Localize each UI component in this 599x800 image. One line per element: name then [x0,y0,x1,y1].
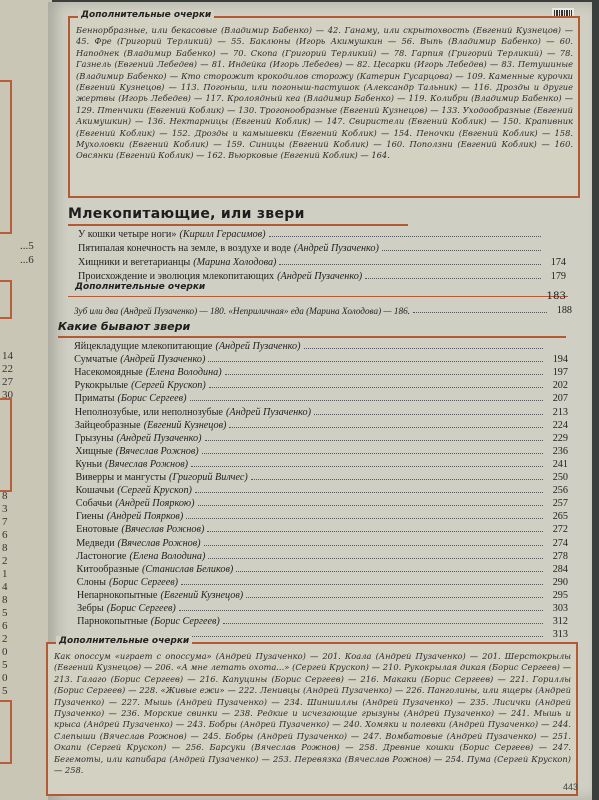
toc-entry[interactable] [77,600,568,614]
toc-entry[interactable] [78,254,566,268]
toc-entry[interactable] [76,495,568,509]
page-number: 443 [562,782,578,792]
additional-essays-text: Как опоссум «играет с опоссума» (Андрей Пузаченко) — 201. Коала (Андрей Пузаченко) — 201. Шерстокрылы (Евгений Кузнецов) — 206. «А мне летать охота...» (Сергей Крускоп) — 210. Рукокрылая дикая (Борис Сергеев) — 213. Галаго (Борис Сергеев) — 216. Капуцины (Борис Сергеев) — 216. Макаки (Борис Сергеев) — 221. Гориллы (Борис Сергеев) — 228. «Живые ежи» — 222. Ленивцы (Андрей Пузаченко) — 226. Панголины, или ящеры (Андрей Пузаченко) — 227. Мышь (Андрей Пузаченко) — 234. Шиншиллы (Андрей Пузаченко) — 235. Лисички (Андрей Пузаченко) — 236. Морские свинки — 238. Редкие и исчезающие грызуны (Андрей Пузаченко) — 241. Мышь и крыса (Андрей Пузаченко) — 243. Бобры (Андрей Пузаченко) — 240. Хомяки и полевки (Андрей Пузаченко) — 244. Слепыши (Вячеслав Рожнов) — 245. Бобры (Андрей Пузаченко) — 247. Вомбатовые (Андрей Пузаченко) — 251. Окапи (Сергей Крускоп) — 256. Барсуки (Вячеслав Рожнов) — 258. Древние кошки (Борис Сергеев) — 247. Бегемоты, или капибара (Андрей Пузаченко) — 253. Перевязка (Вячеслав Рожнов) — 254. Пума (Сергей Крускоп) — 258. [54,651,571,776]
toc-entry[interactable] [77,587,568,601]
toc-entry-title: Яйцекладущие млекопитающие [74,341,213,352]
toc-entry-author: (Сергей Крускоп) [117,485,192,497]
toc-entry-author: (Андрей Пузаченко) [225,406,312,418]
toc-entry[interactable] [76,482,568,496]
toc-entry-page: 207 [552,393,568,405]
toc-leader [246,597,543,598]
adjacent-page-fragment: 8 [2,490,8,502]
book-page [48,2,592,800]
adjacent-page-fragment: ...6 [20,254,34,266]
toc-entry-page: 224 [552,419,568,431]
toc-entry-page: 202 [552,380,568,392]
adjacent-page-fragment: 6 [2,620,8,632]
toc-entry-author: (Вячеслав Рожнов) [121,524,205,536]
additional-essays-text: Беннорбразные, или бекасовые (Владимир Бабенко) — 42. Ганаму, или скрытохвость (Евгений Кузнецов) — 45. Фре (Григорий Терликий) — 55. Баклюны (Игорь Акимушкин — 56. Выпь (Владимир Бабенко) — 60. Наподнек (Владимир Бабенко) — 70. Скопа (Григорий Терликий) — 78. Гарпия (Григорий Терликий) — 78. Газнель (Евгений Лебедев) — 81. Индейка (Игорь Лебедев) — 82. Цесарки (Игорь Лебедев) — 83. Петушиные (Владимир Бабенко) — Кто сторожит крокодилов сторожу (Катерин Гусарцова) — 109. Каменные курочки (Евгений Кузнецов) — 113. Погоныш, или погоныш-пастушок (Александр Тальник) — 116. Дрозды и другие жертвы (Игорь Лебедев) — 117. Кролоядный кеа (Владимир Бабенко) — 119. Колибри (Владимир Бабенко) — 129. Птенчики (Евгений Коблик) — 130. Трогонообразные (Евгений Кузнецов) — 133. Уходообразные (Евгений Акимушкин) — 136. Нектарницы (Евгений Коблик) — 147. Свиристели (Евгений Коблик) — 150. Крапивник (Евгений Коблик) — 152. Дрозды и камышевки (Евгений Коблик) — 154. Пеночки (Евгений Коблик) — 158. Мухоловки (Евгений Коблик) — 159. Синицы (Евгений Коблик) — 160. Поползни (Евгений Коблик) — 160. Овсянки (Евгений Коблик) — 162. Вьюрковые (Евгений Коблик) — 164. [76,25,573,161]
toc-entry-page: 278 [552,550,568,562]
additional-essays-title: Дополнительные очерки [56,636,192,646]
adjacent-page-fragment: 2 [2,633,8,645]
toc-entry-page: 236 [552,445,568,457]
toc-entry-title: Кошачьи [75,485,115,497]
toc-entry-title: Приматы [74,393,115,405]
toc-leader [236,571,543,572]
toc-entry-page: 284 [552,563,568,575]
toc-entry-author: (Вячеслав Рожнов) [105,458,189,470]
additional-essays-box-mammals [46,642,578,796]
adjacent-page-fragment: 0 [2,646,8,658]
adjacent-page-fragment: 4 [2,581,8,593]
toc-entry-page: 313 [552,629,568,641]
toc-entry-author: (Вячеслав Рожнов) [117,537,201,549]
toc-entry-author: (Станислав Беликов) [141,563,234,575]
toc-entry-author: (Андрей Пузаченко) [116,432,202,444]
adjacent-page-fragment: 22 [2,363,13,375]
adjacent-page-fragment: 0 [2,672,8,684]
adjacent-page-box [0,700,12,764]
toc-entry-page: 312 [552,616,568,628]
toc-entry-author: (Андрей Поярков) [106,511,184,523]
toc-entry-page: 188 [556,305,572,316]
toc-entry-author: (Андрей Пузаченко) [293,243,379,254]
adjacent-page-fragment: 5 [2,607,8,619]
toc-entry-author: (Елена Володина) [129,550,206,562]
toc-entry-author: (Борис Сергеев) [150,616,220,628]
toc-leader [269,236,541,237]
toc-entry[interactable] [74,377,568,391]
toc-leader [202,453,543,454]
toc-entry[interactable] [78,240,566,254]
toc-entry-author: (Андрей Пузаченко) [277,271,363,282]
adjacent-page-fragment: 7 [2,516,8,528]
adjacent-page-fragment: 5 [2,659,8,671]
section-rule [68,296,568,297]
toc-leader [207,531,543,532]
toc-entry-title: Собачьи [75,498,113,510]
adjacent-page-fragment: 2 [2,555,8,567]
toc-entry[interactable] [75,430,568,444]
toc-entry-page: 250 [552,472,568,483]
adjacent-page-fragment: 27 [2,376,13,388]
toc-leader [223,623,543,624]
toc-leader [198,505,543,506]
toc-entry-page: 303 [552,603,568,614]
adjacent-page-box [0,80,12,234]
toc-leader [314,414,543,415]
toc-entry-page: 179 [550,271,566,282]
toc-entry[interactable] [76,469,569,483]
toc-entry-author: (Евгений Кузнецов) [160,589,244,601]
toc-entry-author: (Григорий Вилчес) [169,472,248,483]
toc-entry-title: Гиены [75,511,104,523]
toc-leader [304,348,544,349]
toc-entry-page: 183 [546,291,566,302]
toc-entry-title: Медведи [76,537,115,549]
toc-leader [279,264,541,265]
toc-entry-page: 229 [552,432,568,444]
toc-leader [208,361,543,362]
toc-entry[interactable] [76,548,568,562]
toc-entry-author: (Кирилл Герасимов) [179,229,266,240]
toc-entry-page: 213 [552,406,568,418]
toc-leader [209,387,543,388]
toc-entry-title: Происхождение и эволюция млекопитающих [78,271,275,282]
adjacent-page-fragment: 6 [2,529,8,541]
toc-entry[interactable] [78,268,566,282]
toc-entry[interactable] [75,417,568,431]
toc-entry-title: Рукокрылые [74,380,129,392]
toc-entry[interactable] [76,521,568,535]
toc-entry-title: Енотовые [76,524,119,536]
toc-entry[interactable] [76,535,568,549]
adjacent-page-fragment: 8 [2,542,8,554]
adjacent-page-fragment: 1 [2,568,8,580]
adjacent-page-fragment: 14 [2,350,13,362]
toc-entry-title: Непарнокопытные [76,589,158,601]
toc-entry-author: (Андрей Пояркою) [115,498,195,510]
toc-leader [208,558,543,559]
additional-essays-title: Дополнительные очерки [75,282,206,292]
toc-entry-title: Слоны [76,576,106,588]
toc-entry-title: Неполнозубые, или неполнозубые [74,406,223,418]
toc-entry-title: Парнокопытные [77,616,148,628]
adjacent-page-box [0,280,12,319]
toc-entry[interactable] [77,574,568,588]
additional-essays-line [74,302,572,316]
toc-entry-author: (Борис Сергеев) [117,393,187,405]
additional-essays-title: Дополнительные очерки [78,10,214,20]
toc-entry-title: Виверры и мангусты [75,472,167,483]
toc-entry-title: Сумчатые [74,354,118,366]
toc-leader [179,610,543,611]
toc-entry[interactable] [75,390,568,404]
toc-leader [204,545,543,546]
section-title-mammals: Млекопитающие, или звери [68,206,305,222]
toc-entry-page: 174 [550,257,566,268]
toc-entry-title: Куньи [75,458,103,470]
toc-leader [251,479,543,480]
toc-entry-title: У кошки четыре ноги» [78,229,177,240]
toc-entry-title: Грызуны [75,432,114,444]
additional-essays-text: Зуб или два (Андрей Пузаченко) — 180. «Неприличная» еда (Марина Холодова) — 186. [74,306,410,316]
toc-entry-title: Пятипалая конечность на земле, в воздухе и воде [78,243,291,254]
section-title-kinds: Какие бывают звери [58,320,191,333]
toc-leader [205,440,543,441]
adjacent-page-box [0,398,12,492]
toc-entry-page: 290 [552,576,568,588]
toc-entry-author: (Елена Володина) [145,367,222,379]
toc-entry[interactable] [77,561,568,575]
toc-entry[interactable] [75,456,568,470]
adjacent-page-fragment: 3 [2,503,8,515]
adjacent-page-fragment: 5 [2,685,8,697]
adjacent-page-fragment: ...5 [20,240,34,252]
toc-leader [190,400,543,401]
toc-entry-author: (Сергей Крускоп) [131,380,206,392]
toc-leader [413,312,547,313]
additional-essays-box-birds [68,16,580,198]
toc-leader [382,250,541,251]
toc-entry[interactable] [74,338,568,352]
toc-entry-author: (Андрей Пузаченко) [215,341,301,352]
toc-entry[interactable] [74,351,568,365]
toc-entry[interactable] [77,613,568,627]
toc-entry[interactable] [78,226,566,240]
toc-entry-page: 256 [552,485,568,497]
toc-entry-page: 197 [552,367,568,379]
toc-entry-title: Китообразные [76,563,139,575]
toc-leader [229,427,543,428]
adjacent-page-strip [0,0,52,800]
toc-entry-page: 265 [552,511,568,523]
toc-leader [186,518,543,519]
toc-entry-title: Хищники и вегетарианцы [78,257,191,268]
toc-entry-title: Насекомоядные [74,367,143,379]
toc-entry-title: Хищные [75,445,113,457]
toc-leader [191,466,543,467]
adjacent-page-fragment: 8 [2,594,8,606]
toc-leader [225,374,543,375]
adjacent-page-fragment: 30 [2,389,13,401]
toc-entry-title: Зебры [77,603,104,614]
toc-entry[interactable] [74,364,568,378]
toc-leader [181,584,543,585]
toc-leader [365,278,541,279]
toc-entry-page: 241 [552,458,568,470]
toc-entry[interactable] [75,443,568,457]
toc-entry[interactable] [75,404,568,418]
toc-leader [195,492,543,493]
toc-entry-author: (Андрей Пузаченко) [120,354,206,366]
toc-entry-page: 272 [552,524,568,536]
toc-entry-page: 274 [552,537,568,549]
toc-entry-page: 295 [552,589,568,601]
toc-entry-page: 194 [552,354,568,366]
toc-entry-author: (Борис Сергеев) [106,603,176,614]
toc-entry-author: (Борис Сергеев) [108,576,179,588]
toc-entry-page: 257 [552,498,568,510]
toc-entry-author: (Евгений Кузнецов) [143,419,227,431]
toc-entry-title: Ластоногие [76,550,127,562]
toc-entry-title: Зайцеобразные [74,419,141,431]
toc-entry[interactable] [76,508,568,522]
toc-entry-author: (Вячеслав Рожнов) [115,445,199,457]
toc-entry-author: (Марина Холодова) [193,257,277,268]
